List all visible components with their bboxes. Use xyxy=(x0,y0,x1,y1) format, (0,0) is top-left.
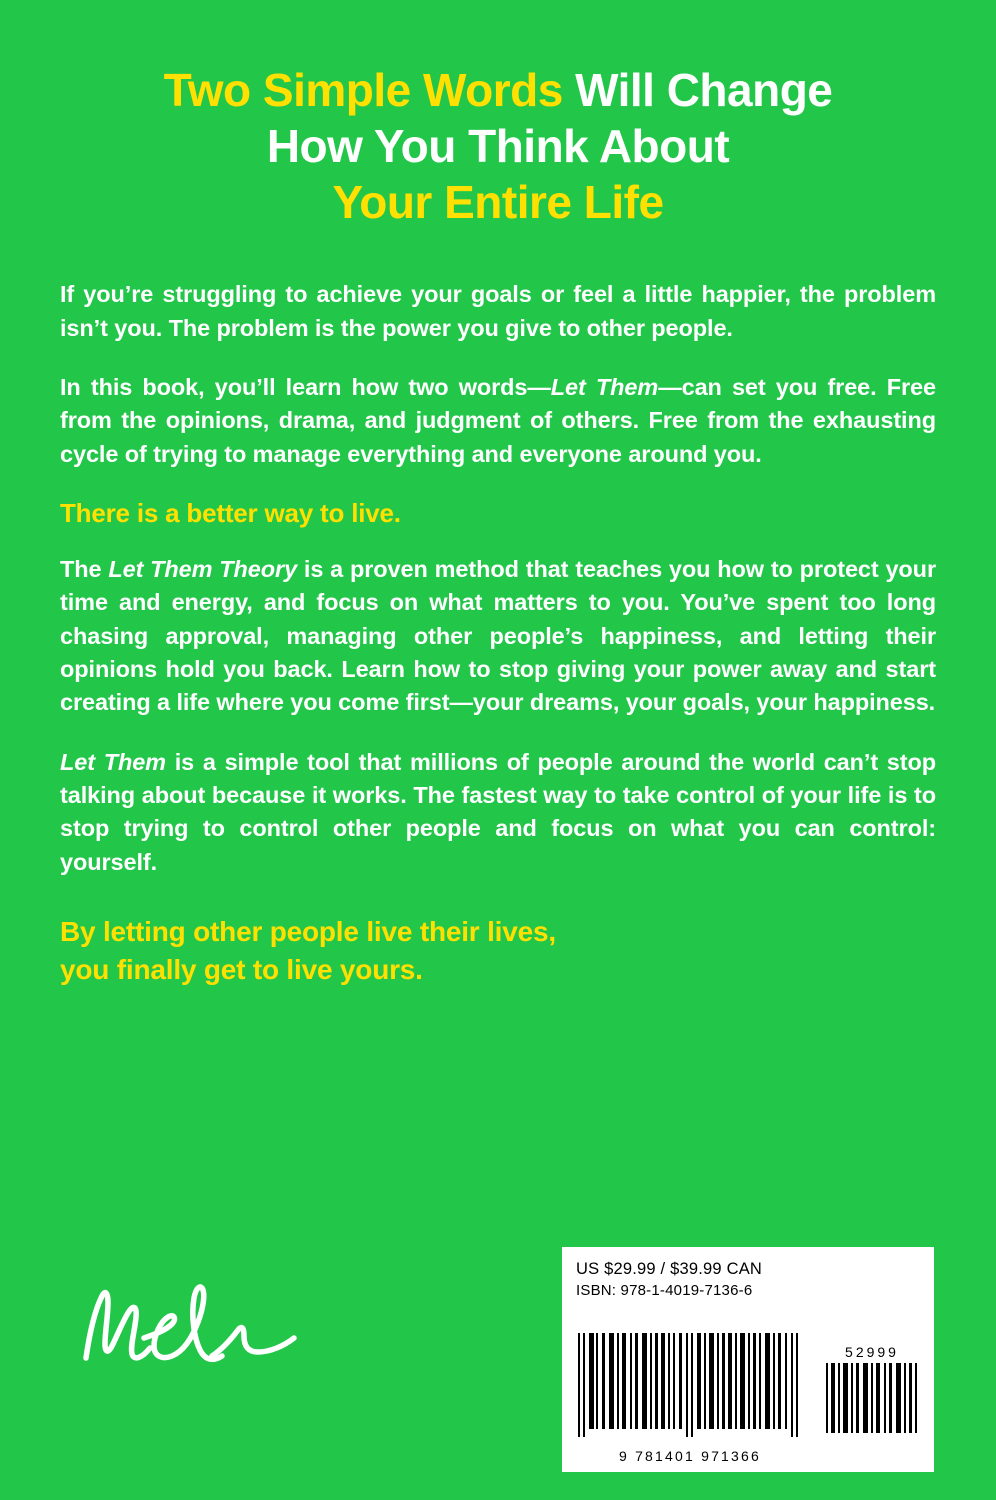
barcode-graphics xyxy=(576,1333,920,1464)
barcode-block xyxy=(562,1247,934,1472)
subheading: There is a better way to live. xyxy=(60,498,401,529)
page-title xyxy=(60,62,936,230)
paragraph-4 xyxy=(60,746,936,879)
headline-line-3: Your Entire Life xyxy=(332,176,664,229)
author-signature xyxy=(72,1272,302,1392)
ean-barcode xyxy=(576,1333,804,1464)
paragraph-1: If you’re struggling to achieve your goals or feel a little happier, the problem isn’t you. The problem is the power you give to other people. xyxy=(60,281,936,341)
paragraph-3-emphasis: Let Them Theory xyxy=(108,555,298,582)
paragraph-2-emphasis: Let Them xyxy=(550,374,659,401)
body-copy xyxy=(60,278,936,989)
paragraph-3-part-a: The xyxy=(60,555,109,582)
price-label: US $29.99 / $39.99 CAN xyxy=(576,1260,763,1278)
paragraph-3 xyxy=(60,553,936,720)
closing-statement xyxy=(60,913,936,989)
closing-line-2: you finally get to live yours. xyxy=(60,954,423,986)
closing-line-1: By letting other people live their lives, xyxy=(60,916,556,948)
ean-digits: 9 781401 971366 xyxy=(619,1448,761,1464)
headline-line-1-rest: Will Change xyxy=(562,64,833,116)
addon-digits: 52999 xyxy=(845,1344,899,1360)
addon-barcode xyxy=(824,1344,920,1438)
paragraph-2 xyxy=(60,371,936,471)
isbn-label: ISBN: 978-1-4019-7136-6 xyxy=(576,1281,753,1299)
headline-highlight: Two Simple Words xyxy=(163,64,563,116)
headline-line-1 xyxy=(66,62,930,118)
paragraph-2-part-a: In this book, you’ll learn how two words— xyxy=(60,374,551,401)
paragraph-3-part-b: is a proven method that teaches you how to protect your time and energy, and focus on what matters to you. You’ve spent too long chasing approval, managing other people’s happiness, and letting their opinions hold you back. Learn how to stop giving your power away and start creating a life where you come first—your dreams, your goals, your happiness. xyxy=(60,555,936,716)
paragraph-4-part-b: is a simple tool that millions of people around the world can’t stop talking about because it works. The fastest way to take control of your life is to stop trying to control other people and focus on what you can control: yourself. xyxy=(60,748,936,875)
headline-line-2: How You Think About xyxy=(266,120,730,173)
paragraph-4-emphasis: Let Them xyxy=(60,748,166,775)
paragraph-2-part-b: —can set you free. Free from the opinions, drama, and judgment of others. Free from the exhausting cycle of trying to manage everything and everyone around you. xyxy=(60,374,936,467)
